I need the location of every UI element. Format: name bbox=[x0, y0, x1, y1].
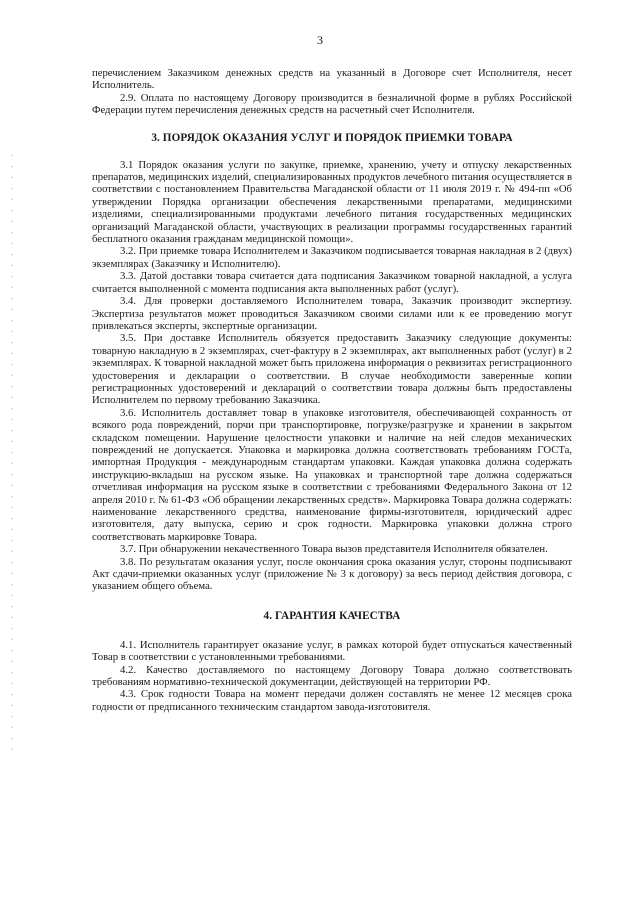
paragraph: перечислением Заказчиком денежных средств на указанный в Договоре счет Исполнителя, несет Исполнитель. bbox=[92, 67, 572, 92]
paragraph: 4.1. Исполнитель гарантирует оказание услуг, в рамках которой будет отпускаться качественный Товар в соответствии с установленными требованиями. bbox=[92, 638, 572, 664]
spacer bbox=[92, 593, 572, 609]
paragraph: 3.6. Исполнитель доставляет товар в упаковке изготовителя, обеспечивающей сохранность от всякого рода повреждений, порчи при транспортировке, погрузке/разгрузке и хранении в закрытом складском помещении. Нарушение целостности упаковки и наличие на ней следов механических повреждений не допускается. Упаковка и маркировка должна соответствовать требованиям ГОСТа, импортная Продукция - международным стандартам упаковки. Каждая упаковка должна содержать инструкцию-вкладыш на русском языке. На упаковках и транспортной таре должна содержаться отчетливая информация на русском языке в соответствии с требованиями Федерального Закона от 12 апреля 2010 г. № 61-ФЗ «Об обращении лекарственных средств». Маркировка Товара должна содержать: наименование лекарственного средства, наименование фирмы-изготовителя, юридический адрес изготовителя, дату выпуска, серию и срок годности. Маркировка упаковки должна строго соответствовать маркировке Товара. bbox=[92, 406, 572, 543]
page-number: 3 bbox=[317, 33, 323, 47]
section-heading: 3. ПОРЯДОК ОКАЗАНИЯ УСЛУГ И ПОРЯДОК ПРИЕМКИ ТОВАРА bbox=[151, 131, 513, 144]
paragraph: 3.8. По результатам оказания услуг, после окончания срока оказания услуг, стороны подписывают Акт сдачи-приемки оказанных услуг (приложение № 3 к договору) за весь период действия договора, с указанием общего объема. bbox=[92, 555, 572, 593]
paragraph: 4.3. Срок годности Товара на момент передачи должен составлять не менее 12 месяцев срока годности от предписанного техническим стандартом завода-изготовителя. bbox=[92, 688, 572, 713]
spacer bbox=[92, 623, 572, 639]
spacer bbox=[92, 117, 572, 131]
document-body bbox=[92, 67, 572, 713]
paragraph: 4.2. Качество доставляемого по настоящему Договору Товара должно соответствовать требованиям нормативно-технической документации, действующей на территории РФ. bbox=[92, 663, 572, 689]
paragraph: 3.2. При приемке товара Исполнителем и Заказчиком подписывается товарная накладная в 2 (двух) экземплярах (Заказчику и Исполнителю). bbox=[92, 245, 572, 270]
paragraph: 3.3. Датой доставки товара считается дата подписания Заказчиком товарной накладной, а услуга считается выполненной с момента подписания акта выполненных работ (услуг). bbox=[92, 270, 572, 295]
section-heading: 4. ГАРАНТИЯ КАЧЕСТВА bbox=[263, 609, 401, 622]
paragraph: 3.4. Для проверки доставляемого Исполнителем товара, Заказчик производит экспертизу. Экспертиза результатов может проводиться Заказчиком своими силами или к ее проведению могут привлекаться эксперты, экспертные организации. bbox=[92, 295, 572, 332]
scan-margin-artifact bbox=[10, 150, 14, 750]
paragraph: 3.5. При доставке Исполнитель обязуется предоставить Заказчику следующие документы: товарную накладную в 2 экземплярах, счет-фактуру в 2 экземплярах, акт выполненных работ (услуг) в 2 экземплярах. К товарной накладной может быть приложена информация о реквизитах регистрационного удостоверения и декларации о соответствии. В случае необходимости заверенные копии регистрационных удостоверений и деклараций о соответствии товара должны быть предоставлены Исполнителем по первому требованию Заказчика. bbox=[92, 332, 572, 407]
paragraph: 2.9. Оплата по настоящему Договору производится в безналичной форме в рублях Российской Федерации путем перечисления денежных средств на расчетный счет Исполнителя. bbox=[92, 91, 572, 117]
paragraph: 3.1 Порядок оказания услуги по закупке, приемке, хранению, учету и отпуску лекарственных препаратов, медицинских изделий, специализированных продуктов лечебного питания осуществляется в соответствии с постановлением Правительства Магаданской области от 11 июля 2019 г. № 494-пп «Об утверждении Порядка организации обеспечения лекарственными препаратами, медицинскими изделиями, специализированными продуктами лечебного питания государственных медицинских организаций Магаданской области, участвующих в реализации программы государственных гарантий бесплатного оказания гражданам медицинской помощи». bbox=[92, 158, 572, 246]
paragraph: 3.7. При обнаружении некачественного Товара вызов представителя Исполнителя обязателен. bbox=[120, 543, 548, 556]
spacer bbox=[92, 145, 572, 159]
